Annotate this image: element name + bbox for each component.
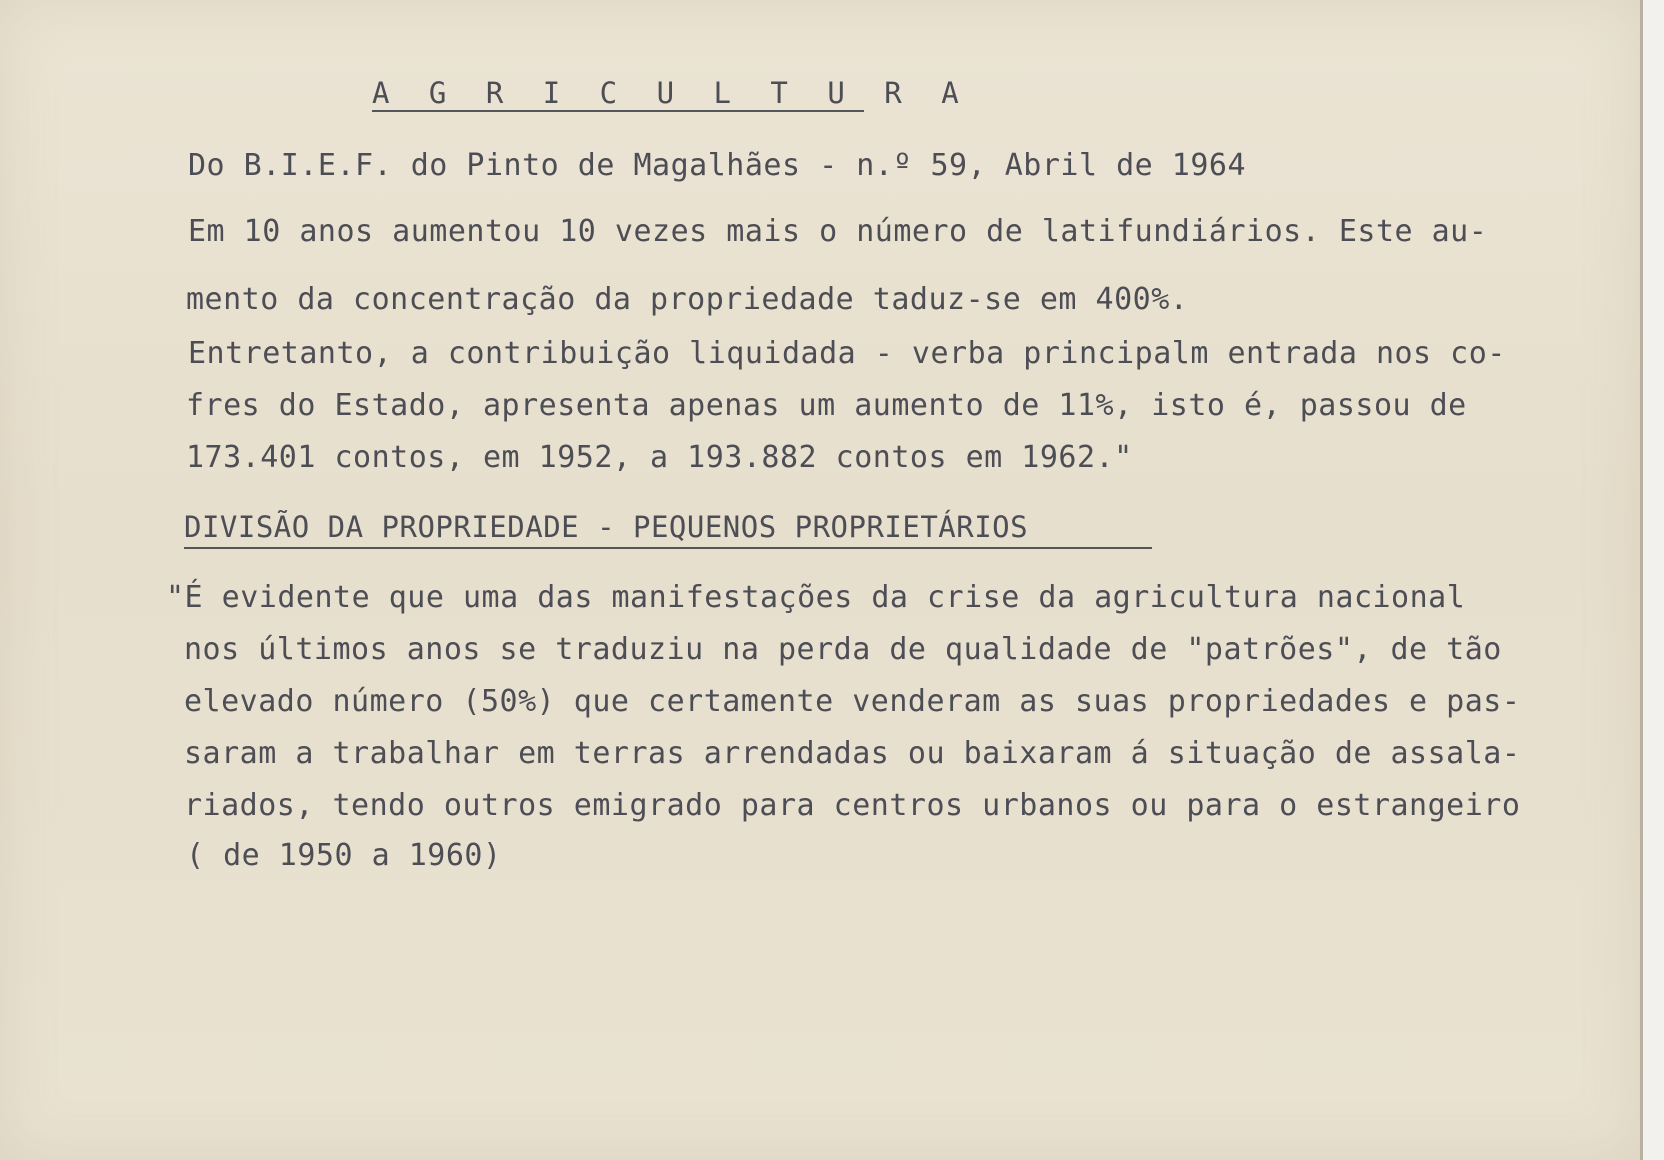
section-heading: DIVISÃO DA PROPRIEDADE - PEQUENOS PROPRIETÁRIOS bbox=[184, 510, 1029, 544]
paragraph2-line-1: "É evidente que uma das manifestações da crise da agricultura nacional bbox=[166, 580, 1466, 615]
section-heading-underline bbox=[184, 547, 1152, 549]
paragraph1-line-5: 173.401 contos, em 1952, a 193.882 contos em 1962." bbox=[186, 440, 1133, 475]
paragraph2-line-5: riados, tendo outros emigrado para centros urbanos ou para o estrangeiro bbox=[184, 788, 1521, 823]
source-line: Do B.I.E.F. do Pinto de Magalhães - n.º 59, Abril de 1964 bbox=[188, 148, 1247, 183]
paragraph1-line-1: Em 10 anos aumentou 10 vezes mais o número de latifundiários. Este au- bbox=[188, 214, 1488, 249]
paragraph1-line-3: Entretanto, a contribuição liquidada - verba principalm entrada nos co- bbox=[188, 336, 1506, 371]
page-edge-margin bbox=[1643, 0, 1664, 1160]
paragraph1-line-2: mento da concentração da propriedade taduz-se em 400%. bbox=[186, 282, 1189, 317]
paragraph2-line-4: saram a trabalhar em terras arrendadas ou baixaram á situação de assala- bbox=[184, 736, 1521, 771]
title-underline bbox=[372, 110, 864, 112]
paragraph2-line-3: elevado número (50%) que certamente venderam as suas propriedades e pas- bbox=[184, 684, 1521, 719]
paragraph2-line-6: ( de 1950 a 1960) bbox=[186, 838, 502, 873]
paragraph2-line-2: nos últimos anos se traduziu na perda de qualidade de "patrões", de tão bbox=[184, 632, 1502, 667]
document-title: A G R I C U L T U R A bbox=[372, 76, 970, 110]
paragraph1-line-4: fres do Estado, apresenta apenas um aumento de 11%, isto é, passou de bbox=[186, 388, 1467, 423]
